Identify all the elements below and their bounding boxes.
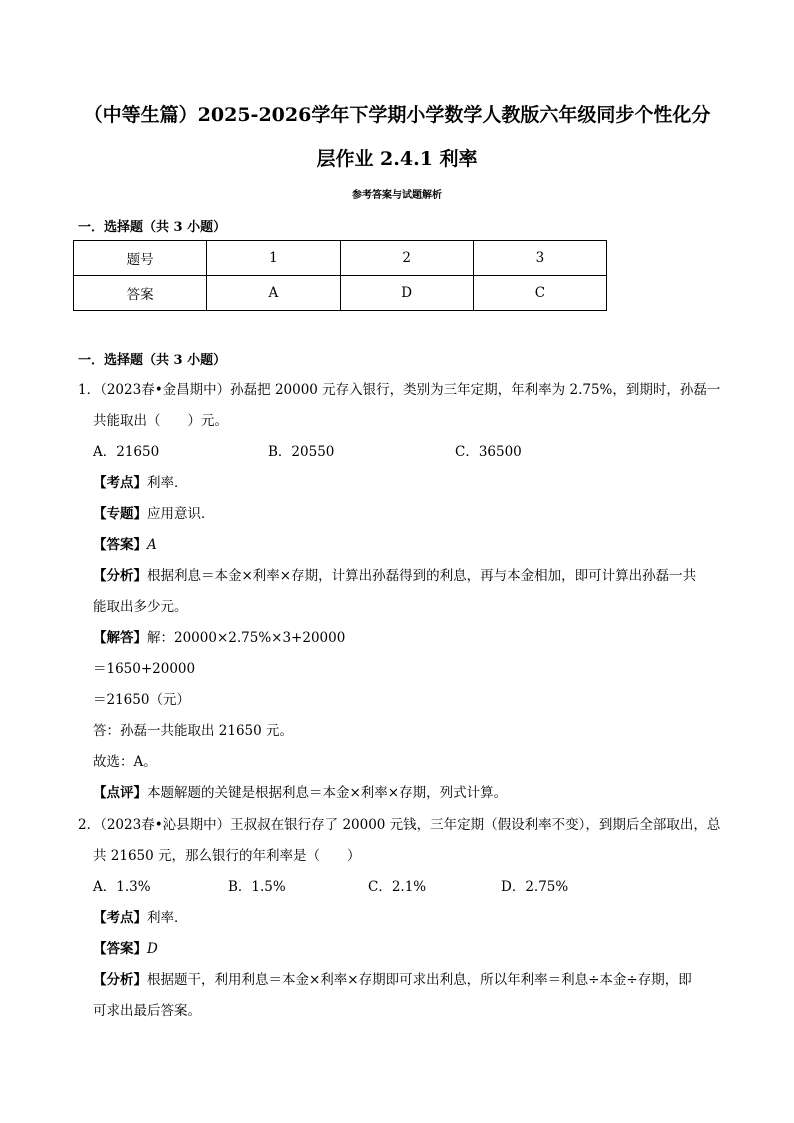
kaodian-label: 【考点】 bbox=[93, 910, 147, 926]
table-cell: C bbox=[473, 276, 606, 311]
q2-stem-line-1: 2．（2023春•沁县期中）王叔叔在银行存了 20000 元钱，三年定期（假设利率不变），到期后全部取出，总 bbox=[78, 817, 721, 833]
q1-jieda-line-2: ＝1650+20000 bbox=[93, 661, 196, 677]
jieda-label: 【解答】 bbox=[93, 630, 147, 646]
q1-zhuanti bbox=[93, 504, 215, 524]
q1-fenxi-line-1 bbox=[93, 566, 696, 586]
fenxi-label: 【分析】 bbox=[93, 972, 147, 988]
q1-jieda-line-3: ＝21650（元） bbox=[93, 692, 190, 708]
q2-option-b: B．1.5% bbox=[228, 879, 286, 895]
q1-stem-line-1: 1．（2023春•金昌期中）孙磊把 20000 元存入银行，类别为三年定期，年利率为 2.75%，到期时，孙磊一 bbox=[78, 382, 721, 398]
zhuanti-text: 应用意识． bbox=[147, 506, 215, 522]
q1-jieda-line-5: 故选：A。 bbox=[93, 754, 157, 770]
q1-jieda-line-4: 答：孙磊一共能取出 21650 元。 bbox=[93, 723, 294, 739]
q1-option-a: A．21650 bbox=[93, 444, 160, 460]
detail-section-heading: 一．选择题（共 3 小题） bbox=[78, 353, 227, 368]
answer-label: 【答案】 bbox=[93, 941, 147, 957]
q2-fenxi-line-2: 可求出最后答案。 bbox=[93, 1003, 201, 1019]
q2-kaodian bbox=[93, 908, 188, 928]
table-cell: 答案 bbox=[74, 276, 207, 311]
jieda-text: 解：20000×2.75%×3+20000 bbox=[147, 630, 346, 646]
table-cell: A bbox=[207, 276, 340, 311]
table-cell: 2 bbox=[340, 241, 473, 276]
subtitle: 参考答案与试题解析 bbox=[352, 190, 442, 201]
q2-option-a: A．1.3% bbox=[93, 879, 151, 895]
table-row bbox=[74, 276, 607, 311]
answer-text: D bbox=[147, 941, 158, 957]
table-cell: 题号 bbox=[74, 241, 207, 276]
title-line-1: （中等生篇）2025-2026学年下学期小学数学人教版六年级同步个性化分 bbox=[83, 104, 711, 126]
q2-answer bbox=[93, 939, 158, 959]
fenxi-text: 根据利息＝本金×利率×存期，计算出孙磊得到的利息，再与本金相加，即可计算出孙磊一共 bbox=[147, 568, 697, 584]
q1-stem-line-2: 共能取出（ ）元。 bbox=[93, 413, 228, 429]
q1-option-c: C．36500 bbox=[455, 444, 522, 460]
kaodian-text: 利率． bbox=[147, 910, 188, 926]
kaodian-text: 利率． bbox=[147, 475, 188, 491]
answer-text: A bbox=[147, 537, 157, 553]
table-cell: 1 bbox=[207, 241, 340, 276]
q1-jieda-line-1 bbox=[93, 628, 345, 648]
q1-dianping bbox=[93, 783, 507, 803]
fenxi-label: 【分析】 bbox=[93, 568, 147, 584]
table-cell: D bbox=[340, 276, 473, 311]
zhuanti-label: 【专题】 bbox=[93, 506, 147, 522]
table-row bbox=[74, 241, 607, 276]
kaodian-label: 【考点】 bbox=[93, 475, 147, 491]
answer-section-heading: 一．选择题（共 3 小题） bbox=[78, 220, 227, 235]
q1-answer bbox=[93, 535, 157, 555]
q2-fenxi-line-1 bbox=[93, 970, 692, 990]
table-cell: 3 bbox=[473, 241, 606, 276]
q2-stem-line-2: 共 21650 元，那么银行的年利率是（ ） bbox=[93, 848, 361, 864]
q2-option-d: D．2.75% bbox=[501, 879, 569, 895]
dianping-text: 本题解题的关键是根据利息＝本金×利率×存期，列式计算。 bbox=[147, 785, 508, 801]
dianping-label: 【点评】 bbox=[93, 785, 147, 801]
q2-option-c: C．2.1% bbox=[368, 879, 427, 895]
fenxi-text: 根据题干，利用利息＝本金×利率×存期即可求出利息，所以年利率＝利息÷本金÷存期，即 bbox=[147, 972, 692, 988]
q1-option-b: B．20550 bbox=[268, 444, 335, 460]
answer-table bbox=[73, 240, 607, 311]
title-line-2: 层作业 2.4.1 利率 bbox=[316, 148, 478, 170]
q1-fenxi-line-2: 能取出多少元。 bbox=[93, 599, 188, 615]
answer-label: 【答案】 bbox=[93, 537, 147, 553]
q1-kaodian bbox=[93, 473, 188, 493]
